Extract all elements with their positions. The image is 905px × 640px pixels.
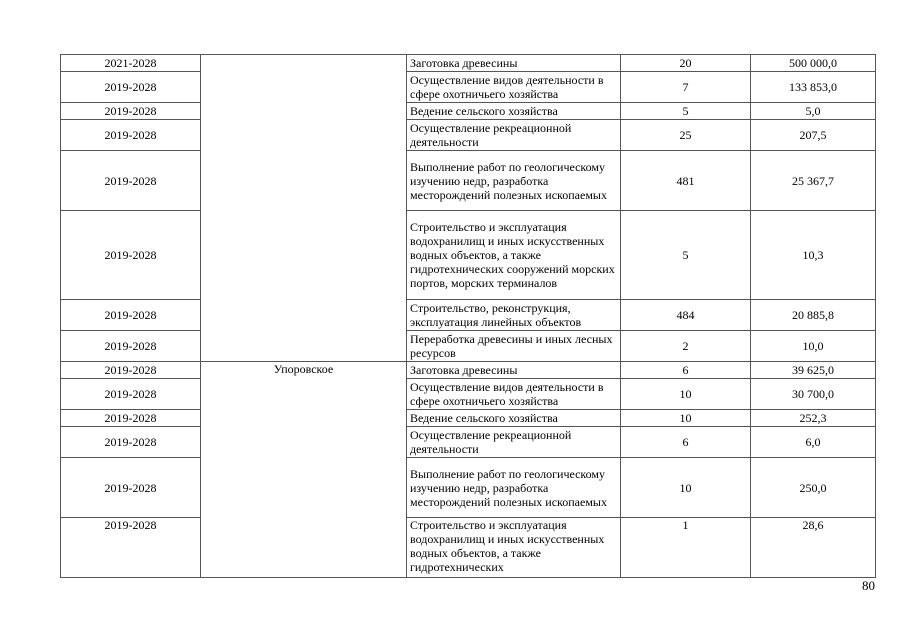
value-cell: 133 853,0 — [751, 72, 876, 103]
table-row — [61, 103, 876, 120]
activity-type-cell: Ведение сельского хозяйства — [407, 103, 621, 120]
value-cell: 10,0 — [751, 331, 876, 362]
table-row — [61, 410, 876, 427]
period-cell: 2019-2028 — [61, 211, 201, 300]
table-row — [61, 362, 876, 379]
value-cell: 39 625,0 — [751, 362, 876, 379]
count-cell: 481 — [621, 151, 751, 211]
value-cell: 252,3 — [751, 410, 876, 427]
count-cell: 6 — [621, 362, 751, 379]
table-row — [61, 331, 876, 362]
activity-type-cell: Осуществление видов деятельности в сфере охотничьего хозяйства — [407, 72, 621, 103]
count-cell: 7 — [621, 72, 751, 103]
count-cell: 10 — [621, 410, 751, 427]
period-cell: 2019-2028 — [61, 427, 201, 458]
count-cell: 6 — [621, 427, 751, 458]
forest-use-table — [60, 54, 876, 578]
period-cell: 2019-2028 — [61, 120, 201, 151]
value-cell: 500 000,0 — [751, 55, 876, 72]
table-row — [61, 151, 876, 211]
count-cell: 484 — [621, 300, 751, 331]
period-cell: 2019-2028 — [61, 151, 201, 211]
table-row — [61, 55, 876, 72]
activity-type-cell: Строительство и эксплуатация водохранилищ и иных искусственных водных объектов, а также гидротехнических сооружений морских портов, морских терминалов — [407, 211, 621, 300]
count-cell: 25 — [621, 120, 751, 151]
table-row — [61, 427, 876, 458]
table-row — [61, 211, 876, 300]
forestry-area-cell: Упоровское — [201, 362, 407, 578]
period-cell: 2019-2028 — [61, 362, 201, 379]
table-row — [61, 458, 876, 518]
count-cell: 2 — [621, 331, 751, 362]
activity-type-cell: Осуществление рекреационной деятельности — [407, 120, 621, 151]
period-cell: 2019-2028 — [61, 300, 201, 331]
activity-type-cell: Переработка древесины и иных лесных ресурсов — [407, 331, 621, 362]
table-row — [61, 72, 876, 103]
period-cell: 2019-2028 — [61, 458, 201, 518]
count-cell: 5 — [621, 103, 751, 120]
table-row — [61, 379, 876, 410]
period-cell: 2021-2028 — [61, 55, 201, 72]
value-cell: 30 700,0 — [751, 379, 876, 410]
activity-type-cell: Строительство и эксплуатация водохранилищ и иных искусственных водных объектов, а также гидротехнических — [407, 518, 621, 578]
table-row — [61, 518, 876, 578]
value-cell: 25 367,7 — [751, 151, 876, 211]
table-row — [61, 300, 876, 331]
page-number: 80 — [862, 578, 875, 593]
period-cell: 2019-2028 — [61, 72, 201, 103]
value-cell: 20 885,8 — [751, 300, 876, 331]
period-cell: 2019-2028 — [61, 379, 201, 410]
activity-type-cell: Строительство, реконструкция, эксплуатация линейных объектов — [407, 300, 621, 331]
count-cell: 10 — [621, 458, 751, 518]
period-cell: 2019-2028 — [61, 103, 201, 120]
activity-type-cell: Заготовка древесины — [407, 55, 621, 72]
count-cell: 10 — [621, 379, 751, 410]
count-cell: 5 — [621, 211, 751, 300]
count-cell: 20 — [621, 55, 751, 72]
activity-type-cell: Выполнение работ по геологическому изучению недр, разработка месторождений полезных ископаемых — [407, 151, 621, 211]
activity-type-cell: Выполнение работ по геологическому изучению недр, разработка месторождений полезных ископаемых — [407, 458, 621, 518]
period-cell: 2019-2028 — [61, 410, 201, 427]
activity-type-cell: Ведение сельского хозяйства — [407, 410, 621, 427]
activity-type-cell: Осуществление видов деятельности в сфере охотничьего хозяйства — [407, 379, 621, 410]
table-row — [61, 120, 876, 151]
value-cell: 10,3 — [751, 211, 876, 300]
period-cell: 2019-2028 — [61, 331, 201, 362]
value-cell: 207,5 — [751, 120, 876, 151]
activity-type-cell: Осуществление рекреационной деятельности — [407, 427, 621, 458]
period-cell: 2019-2028 — [61, 518, 201, 578]
activity-type-cell: Заготовка древесины — [407, 362, 621, 379]
forestry-area-cell — [201, 55, 407, 362]
value-cell: 6,0 — [751, 427, 876, 458]
value-cell: 5,0 — [751, 103, 876, 120]
table-body — [61, 55, 876, 578]
value-cell: 250,0 — [751, 458, 876, 518]
count-cell: 1 — [621, 518, 751, 578]
value-cell: 28,6 — [751, 518, 876, 578]
